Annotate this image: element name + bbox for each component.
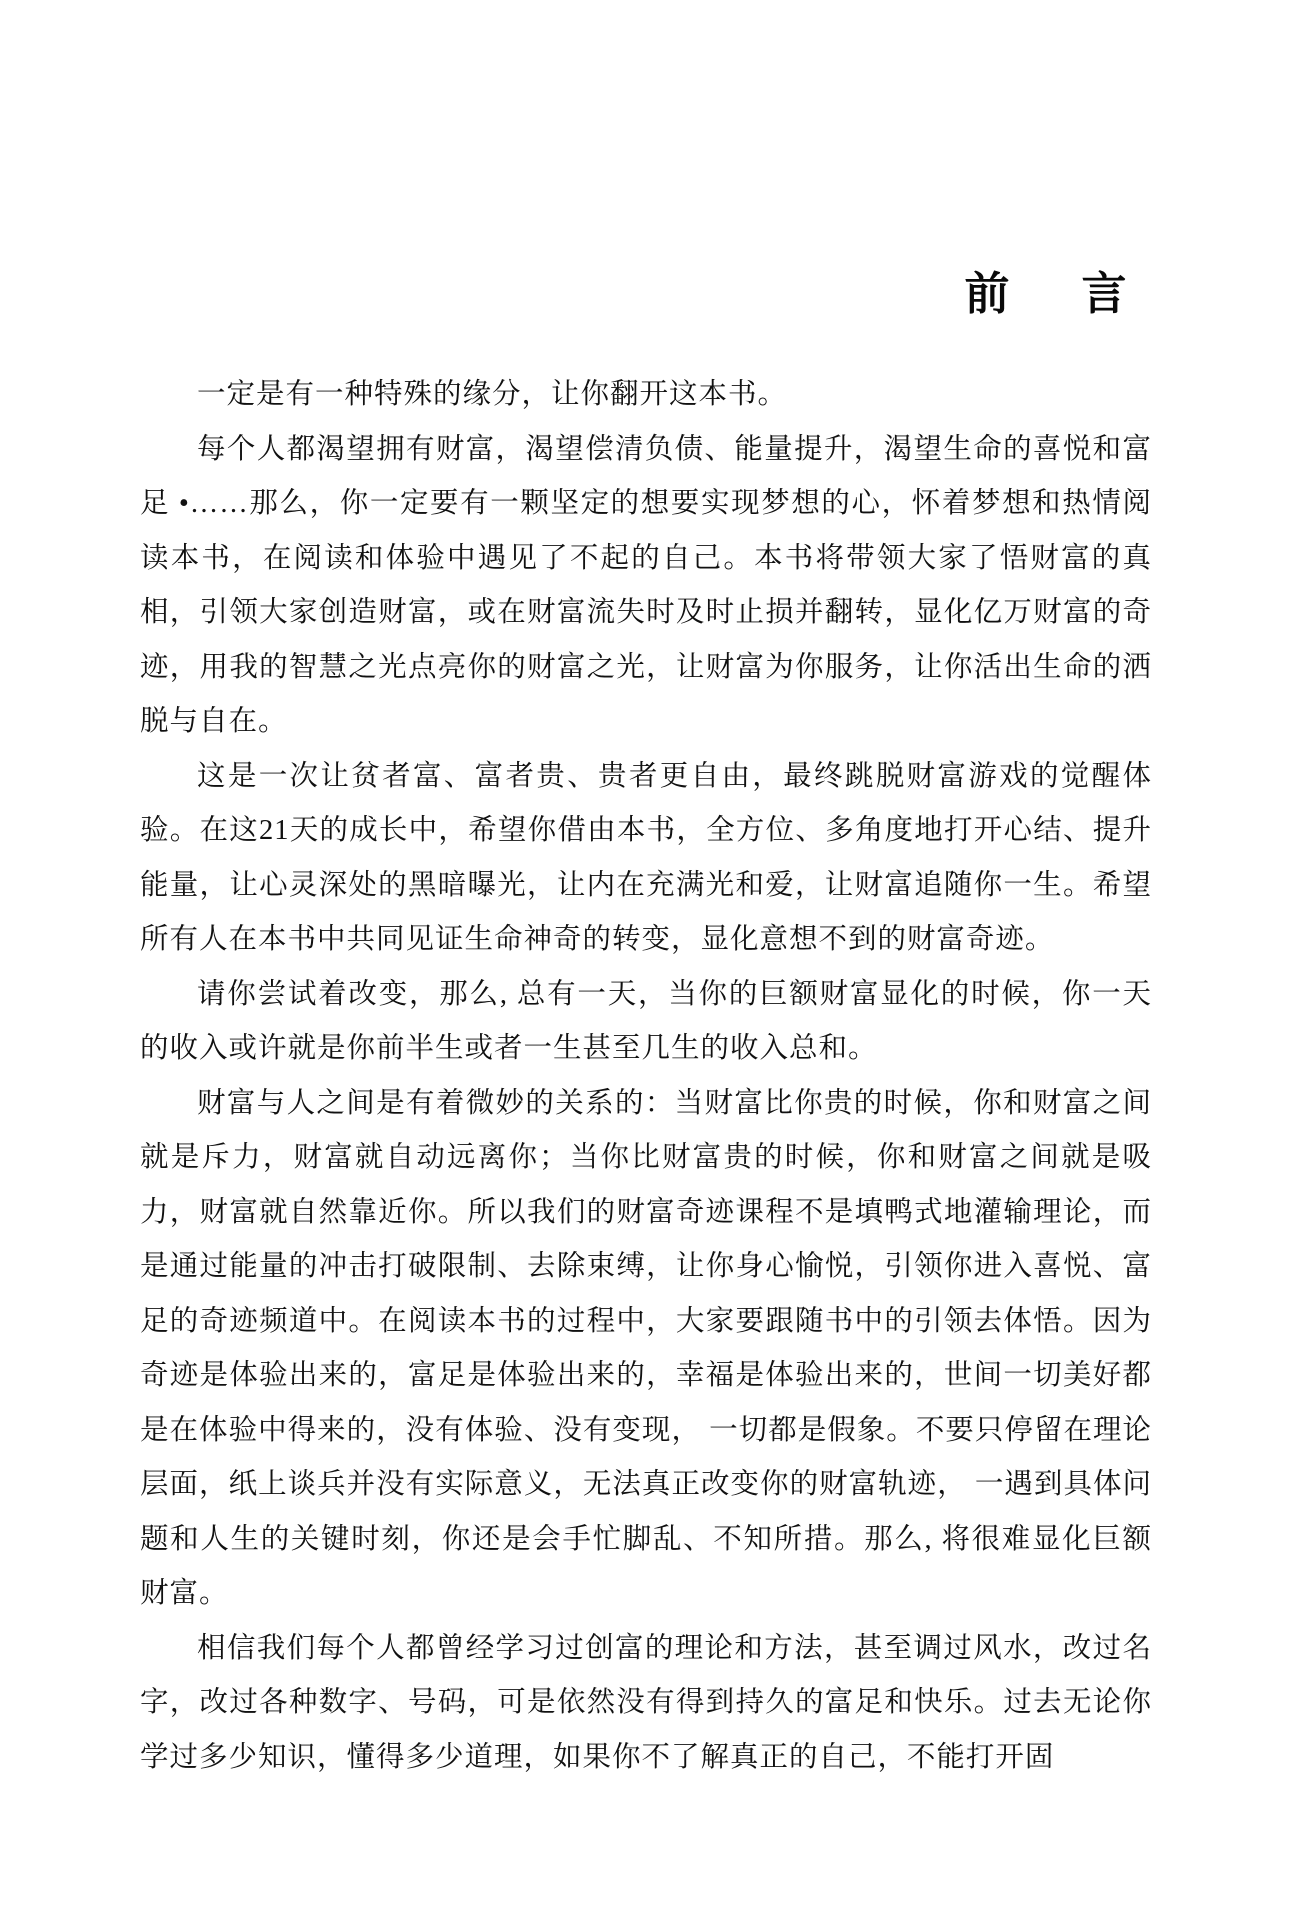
paragraph: 财富与人之间是有着微妙的关系的：当财富比你贵的时候，你和财富之间就是斥力，财富就自动远离你；当你比财富贵的时候，你和财富之间就是吸力，财富就自然靠近你。所以我们的财富奇迹课程不是填鸭式地灌输理论，而是通过能量的冲击打破限制、去除束缚，让你身心愉悦，引领你进入喜悦、富足的奇迹频道中。在阅读本书的过程中，大家要跟随书中的引领去体悟。因为奇迹是体验出来的，富足是体验出来的，幸福是体验出来的，世间一切美好都是在体验中得来的，没有体验、没有变现， 一切都是假象。不要只停留在理论层面，纸上谈兵并没有实际意义，无法真正改变你的财富轨迹， 一遇到具体问题和人生的关键时刻，你还是会手忙脚乱、不知所措。那么, 将很难显化巨额财富。 bbox=[140, 1087, 1152, 1609]
page-content bbox=[140, 0, 1152, 1925]
chapter-title: 前 言 bbox=[964, 269, 1140, 319]
paragraph: 一定是有一种特殊的缘分，让你翻开这本书。 bbox=[197, 379, 787, 410]
paragraph: 相信我们每个人都曾经学习过创富的理论和方法，甚至调过风水，改过名字，改过各种数字、号码，可是依然没有得到持久的富足和快乐。过去无论你学过多少知识，懂得多少道理，如果你不了解真正的自己，不能打开固 bbox=[140, 1632, 1152, 1773]
paragraph: 这是一次让贫者富、富者贵、贵者更自由，最终跳脱财富游戏的觉醒体验。在这21天的成长中，希望你借由本书，全方位、多角度地打开心结、提升能量，让心灵深处的黑暗曝光，让内在充满光和爱，让财富追随你一生。希望所有人在本书中共同见证生命神奇的转变，显化意想不到的财富奇迹。 bbox=[140, 760, 1152, 955]
paragraph: 请你尝试着改变，那么, 总有一天，当你的巨额财富显化的时候，你一天的收入或许就是你前半生或者一生甚至几生的收入总和。 bbox=[140, 978, 1152, 1064]
body-text bbox=[140, 368, 1152, 1785]
paragraph: 每个人都渴望拥有财富，渴望偿清负债、能量提升，渴望生命的喜悦和富足 •……那么，你一定要有一颗坚定的想要实现梦想的心，怀着梦想和热情阅读本书，在阅读和体验中遇见了不起的自己。本书将带领大家了悟财富的真相，引领大家创造财富，或在财富流失时及时止损并翻转，显化亿万财富的奇迹，用我的智慧之光点亮你的财富之光，让财富为你服务，让你活出生命的洒脱与自在。 bbox=[140, 433, 1152, 737]
